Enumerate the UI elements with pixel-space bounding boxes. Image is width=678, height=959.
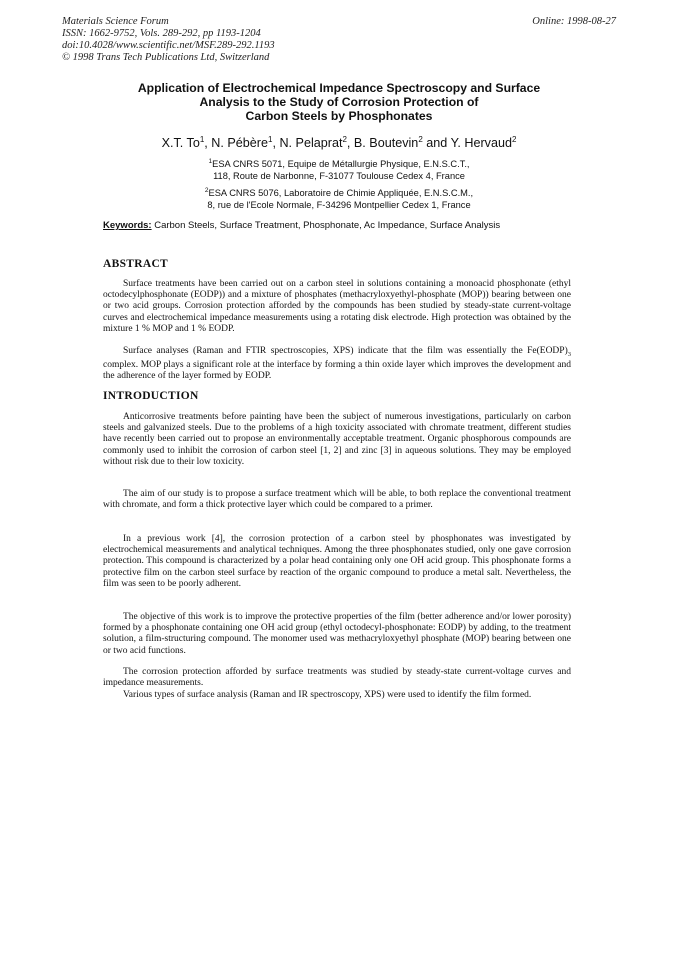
author-affil-sup: 1 <box>268 135 273 144</box>
keywords-text: Carbon Steels, Surface Treatment, Phosphonate, Ac Impedance, Surface Analysis <box>154 220 501 231</box>
title-line-1: Application of Electrochemical Impedance Spectroscopy and Surface <box>137 81 541 95</box>
affiliation-1 <box>100 156 578 182</box>
introduction-paragraph: The aim of our study is to propose a surface treatment which will be able, to both replace the conventional treatment with chromate, and form a thick protective layer which could be compared to a primer. <box>103 489 571 511</box>
affil-sup: 2 <box>204 187 209 194</box>
affil-line: ESA CNRS 5071, Equipe de Métallurgie Physique, E.N.S.C.T., <box>212 159 470 170</box>
affil-line: 8, rue de l'Ecole Normale, F-34296 Montpellier Cedex 1, France <box>207 200 471 211</box>
author-affil-sup: 2 <box>342 135 347 144</box>
introduction-paragraph: The corrosion protection afforded by surface treatments was studied by steady-state current-voltage curves and impedance measurements. <box>103 667 571 689</box>
affil-line: 118, Route de Narbonne, F-31077 Toulouse Cedex 4, France <box>213 171 465 182</box>
abstract-paragraph: Surface analyses (Raman and FTIR spectroscopies, XPS) indicate that the film was essentially the $Fe(EODP)_3$ complex. MOP plays a significant role at the interface by forming a thin oxide layer which improves the development and the adherence of the layer formed by EODP. <box>103 346 571 382</box>
author-name: N. Pébère <box>211 136 268 151</box>
keywords-label: Keywords: <box>103 220 152 231</box>
author-name: B. Boutevin <box>353 136 419 151</box>
affil-line: ESA CNRS 5076, Laboratoire de Chimie Appliquée, E.N.S.C.M., <box>208 188 474 199</box>
journal-name: Materials Science Forum <box>62 16 169 27</box>
abstract-heading: ABSTRACT <box>103 258 169 270</box>
online-date: Online: 1998-08-27 <box>532 16 616 27</box>
copyright-line: © 1998 Trans Tech Publications Ltd, Switzerland <box>62 52 270 63</box>
issn-line: ISSN: 1662-9752, Vols. 289-292, pp 1193-1204 <box>62 28 261 39</box>
keywords <box>103 220 500 231</box>
introduction-paragraph: Anticorrosive treatments before painting have been the subject of numerous investigations, particularly on carbon steels and galvanized steels. Due to the problems of a high toxicity associated with chromate treatment, different studies have recently been carried out to propose an environmentally acceptable treatment. Organic phosphorous compounds are commonly used to inhibit the corrosion of carbon steel [1, 2] and zinc [3] in aqueous solutions. They may be employed without risk due to their low toxicity. <box>103 412 571 467</box>
affiliation-2 <box>100 185 578 211</box>
author-affil-sup: 1 <box>199 135 205 144</box>
abstract-paragraph: Surface treatments have been carried out on a carbon steel in solutions containing a monoacid phosphonate (ethyl octodecylphosphonate (EODP)) and a mixture of phosphates (methacryloxyethyl-phosphate (MOP)) bearing between one or two acid groups. Corrosion protection afforded by the compounds has been studied by steady-state current-voltage curves and electrochemical impedance measurements using a rotating disk electrode. High protection was obtained by the mixture 1 % MOP and 1 % EODP. <box>103 279 571 334</box>
introduction-paragraph: The objective of this work is to improve the protective properties of the film (better adherence and/or lower porosity) formed by a phosphonate containing one OH acid group (ethyl octodecyl-phosphonate: EODP) by adding, to the treatment solution, a film-structuring compound. The monomer used was methacryloxyethyl phosphate (MOP) bearing between one or two acid functions. <box>103 612 571 656</box>
introduction-paragraph: In a previous work [4], the corrosion protection of a carbon steel by phosphonates was investigated by electrochemical measurements and analytical techniques. Among the three phosphonates studied, only one gave corrosion protection. This compound is characterized by a polar head containing only one OH acid group. This phosphonate forms a protective film on the carbon steel surface by reaction of the organic compound to produce a metal salt. Nevertheless, the film was seen to be poorly adherent. <box>103 534 571 589</box>
introduction-paragraph: Various types of surface analysis (Raman and IR spectroscopy, XPS) were used to identify the film formed. <box>123 690 532 700</box>
affil-sup: 1 <box>208 158 213 165</box>
paper-title <box>100 81 578 123</box>
doi-line: doi:10.4028/www.scientific.net/MSF.289-292.1193 <box>62 40 275 51</box>
author-affil-sup: 2 <box>511 135 517 144</box>
journal-header <box>62 16 275 64</box>
author-name: Y. Hervaud <box>450 136 512 151</box>
author-list: X.T. To$^1$, N. Pébère$^1$, N. Pelaprat$^2$, B. Boutevin$^2$ and Y. Hervaud$^2$ <box>161 135 517 151</box>
title-line-3: Carbon Steels by Phosphonates <box>245 109 433 123</box>
author-name: X.T. To <box>161 136 200 151</box>
title-line-2: Analysis to the Study of Corrosion Protection of <box>199 95 479 109</box>
author-name: N. Pelaprat <box>279 136 343 151</box>
author-affil-sup: 2 <box>418 135 423 144</box>
introduction-heading: INTRODUCTION <box>103 390 199 402</box>
